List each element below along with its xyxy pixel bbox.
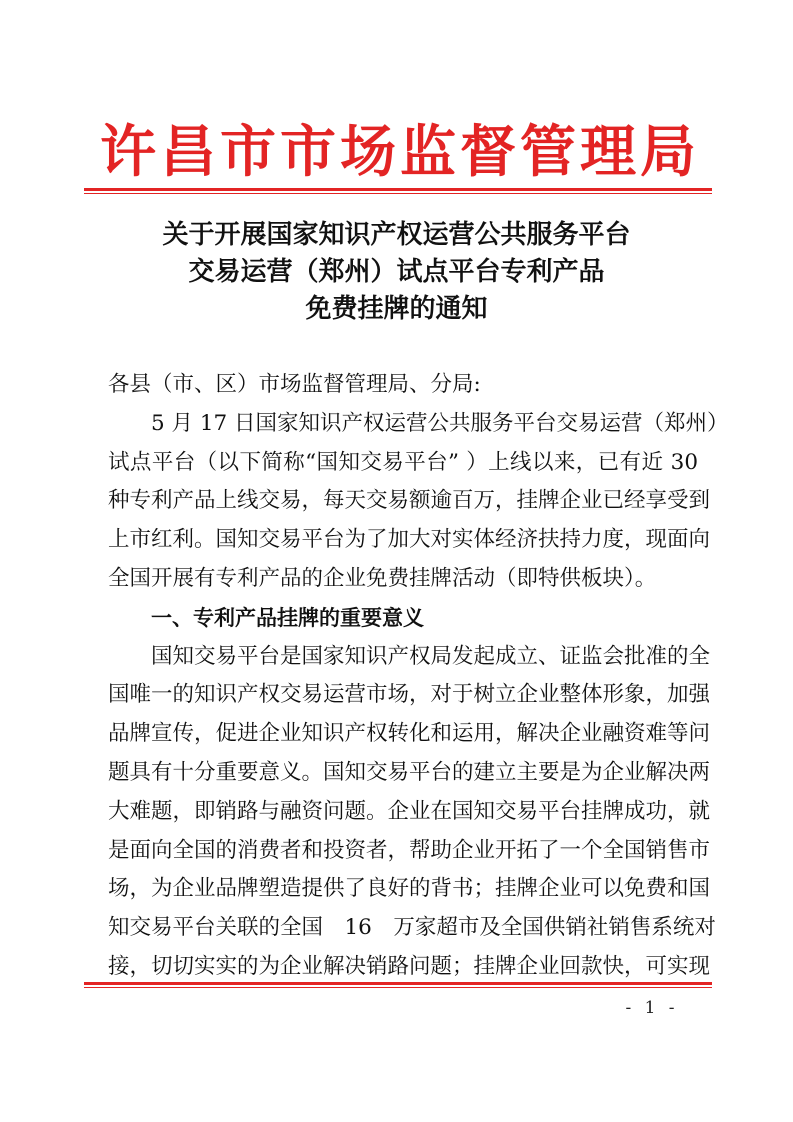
masthead-char: 理 [580,119,636,185]
paragraph-2 [108,638,716,987]
title-line: 交易运营（郑州）试点平台专利产品 [188,257,605,287]
paragraph-line: 是面向全国的消费者和投资者，帮助企业开拓了一个全国销售市 [108,837,711,863]
paragraph-line: 知交易平台关联的全国 16 万家超市及全国供销社销售系统对 [108,915,716,941]
paragraph-line: 国唯一的知识产权交易运营市场，对于树立企业整体形象，加强 [108,682,711,708]
paragraph-1 [108,405,729,599]
masthead-char: 昌 [160,119,216,185]
paragraph-line: 大难题，即销路与融资问题。企业在国知交易平台挂牌成功，就 [108,798,711,824]
footer-red-rule-thin [84,987,712,988]
masthead-char: 市 [280,119,336,185]
masthead-char: 管 [520,119,576,185]
paragraph-line: 种专利产品上线交易，每天交易额逾百万，挂牌企业已经享受到 [108,488,711,514]
footer-red-rule [84,982,712,985]
section-heading: 一、专利产品挂牌的重要意义 [151,605,424,630]
masthead-issuer [100,118,696,186]
paragraph-line: 场，为企业品牌塑造提供了良好的背书；挂牌企业可以免费和国 [108,876,711,902]
paragraph-line: 试点平台（以下简称“国知交易平台” ）上线以来，已有近 30 [108,449,698,475]
salutation: 各县（市、区）市场监督管理局、分局: [108,372,481,397]
masthead-char: 督 [460,119,516,185]
paragraph-line: 接，切切实实的为企业解决销路问题；挂牌企业回款快，可实现 [108,953,711,979]
header-red-rule [84,188,712,191]
masthead-char: 市 [220,119,276,185]
masthead-char: 场 [340,119,396,185]
header-red-rule-thin [84,193,712,194]
title-line: 关于开展国家知识产权运营公共服务平台 [162,220,631,250]
paragraph-line: 上市红利。国知交易平台为了加大对实体经济扶持力度，现面向 [108,527,711,553]
masthead-char: 许 [100,119,156,185]
paragraph-line: 5 月 17 日国家知识产权运营公共服务平台交易运营（郑州） [151,410,729,436]
paragraph-line: 全国开展有专利产品的企业免费挂牌活动（即特供板块）。 [108,565,657,591]
document-body [108,366,729,987]
title-line: 免费挂牌的通知 [305,294,488,324]
paragraph-line: 国知交易平台是国家知识产权局发起成立、证监会批准的全 [151,643,711,669]
masthead-char: 监 [400,119,456,185]
page-number: - 1 - [625,998,679,1018]
masthead-char: 局 [640,119,696,185]
paragraph-line: 题具有十分重要意义。国知交易平台的建立主要是为企业解决两 [108,759,711,785]
paragraph-line: 品牌宣传，促进企业知识产权转化和运用，解决企业融资难等问 [108,721,711,747]
document-title [0,217,793,328]
